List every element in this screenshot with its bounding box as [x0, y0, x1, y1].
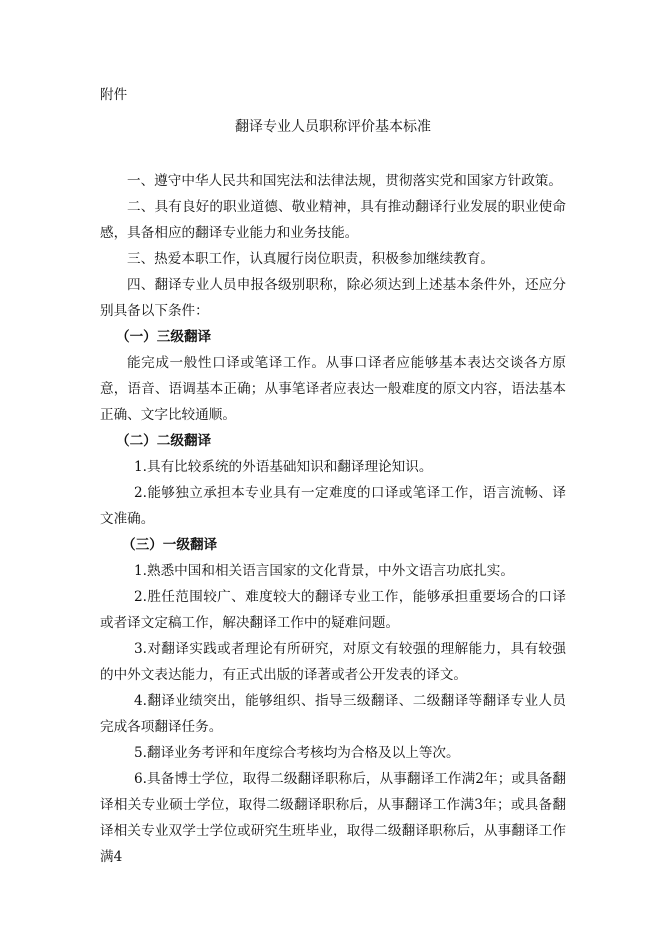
paragraph-4: 四、翻译专业人员申报各级别职称，除必须达到上述基本条件外，还应分别具备以下条件：: [100, 277, 566, 319]
section-level1-item-1: 1.熟悉中国和相关语言国家的文化背景，中外文语言功底扎实。: [134, 563, 514, 579]
attachment-label: 附件: [100, 87, 128, 103]
section-heading-level1: （三）一级翻译: [122, 537, 218, 553]
section-level1-item-4: 4.翻译业绩突出，能够组织、指导三级翻译、二级翻译等翻译专业人员完成各项翻译任务。: [100, 693, 566, 735]
page-title: 翻译专业人员职称评价基本标准: [235, 119, 431, 135]
section-heading-level3: （一）三级翻译: [116, 329, 212, 345]
paragraph-3: 三、热爱本职工作，认真履行岗位职责，积极参加继续教育。: [127, 251, 495, 267]
section-level1-item-5: 5.翻译业务考评和年度综合考核均为合格及以上等次。: [134, 745, 460, 761]
section-level3-item: 能完成一般性口译或笔译工作。从事口译者应能够基本表达交谈各方原意，语音、语调基本正确；从事笔译者应表达一般难度的原文内容，语法基本正确、文字比较通顺。: [100, 355, 566, 423]
section-level1-item-3: 3.对翻译实践或者理论有所研究，对原文有较强的理解能力，具有较强的中外文表达能力，有正式出版的译著或者公开发表的译文。: [100, 641, 566, 683]
section-level2-item-1: 1.具有比较系统的外语基础知识和翻译理论知识。: [134, 459, 433, 475]
document-body: [100, 82, 566, 870]
section-level1-item-2: 2.胜任范围较广、难度较大的翻译专业工作，能够承担重要场合的口译或者译文定稿工作，解决翻译工作中的疑难问题。: [100, 589, 566, 631]
section-level1-item-6: 6.具备博士学位，取得二级翻译职称后，从事翻译工作满2年；或具备翻译相关专业硕士学位，取得二级翻译职称后，从事翻译工作满3年；或具备翻译相关专业双学士学位或研究生班毕业，取得二级翻译职称后，从事翻译工作满4: [100, 771, 566, 865]
section-heading-level2: （二）二级翻译: [116, 433, 212, 449]
paragraph-1: 一、遵守中华人民共和国宪法和法律法规，贯彻落实党和国家方针政策。: [127, 173, 562, 189]
paragraph-2: 二、具有良好的职业道德、敬业精神，具有推动翻译行业发展的职业使命感，具备相应的翻译专业能力和业务技能。: [100, 199, 566, 241]
section-level2-item-2: 2.能够独立承担本专业具有一定难度的口译或笔译工作，语言流畅、译文准确。: [100, 485, 566, 527]
